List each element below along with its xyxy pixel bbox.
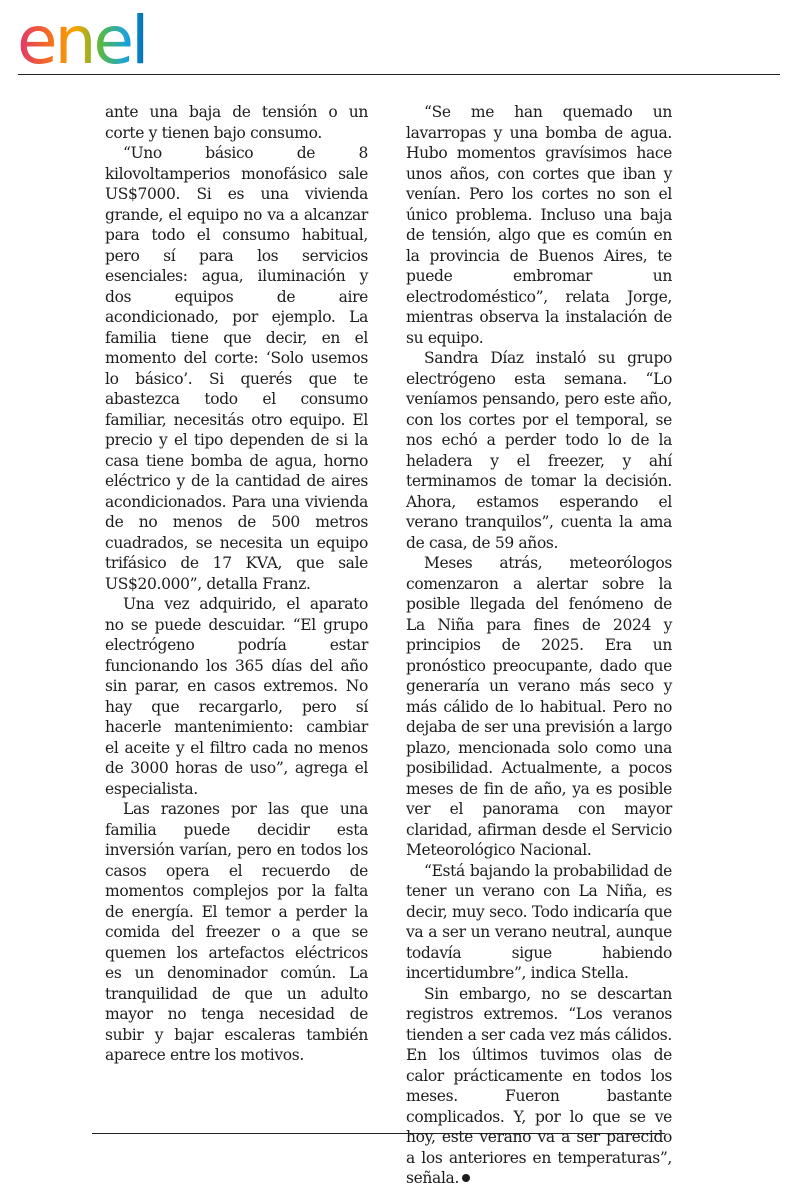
article-column-right <box>406 102 672 1189</box>
paragraph: Sandra Díaz instaló su grupo electrógeno esta semana. “Lo veníamos pensando, pero este año, con los cortes por el temporal, se nos echó a perder todo lo de la heladera y el freezer, y ahí terminamos de tomar la decisión. Ahora, estamos esperando el verano tranquilos”, cuenta la ama de casa, de 59 años. <box>406 349 672 552</box>
article-column-left <box>105 102 368 1066</box>
footer-divider <box>92 1133 665 1134</box>
end-of-article-dot <box>462 1174 470 1182</box>
paragraph: “Uno básico de 8 kilovoltamperios monofásico sale US$7000. Si es una vivienda grande, el equipo no va a alcanzar para todo el consumo habitual, pero sí para los servicios esenciales: agua, iluminación y dos equipos de aire acondicionado, por ejemplo. La familia tiene que decir, en el momento del corte: ‘Solo usemos lo básico’. Si querés que te abastezca todo el consumo familiar, necesitás otro equipo. El precio y el tipo dependen de si la casa tiene bomba de agua, horno eléctrico y de la cantidad de aires acondicionados. Para una vivienda de no menos de 500 metros cuadrados, se necesita un equipo trifásico de 17 KVA, que sale US$20.000”, detalla Franz. <box>105 144 368 593</box>
paragraph: ante una baja de tensión o un corte y tienen bajo consumo. <box>105 103 368 142</box>
header-divider <box>18 74 780 75</box>
enel-logo <box>15 8 185 70</box>
last-paragraph <box>406 984 672 1189</box>
paragraph: “Se me han quemado un lavarropas y una bomba de agua. Hubo momentos gravísimos hace unos años, con cortes que iban y venían. Pero los cortes no son el único problema. Incluso una baja de tensión, algo que es común en la provincia de Buenos Aires, te puede embromar un electrodoméstico”, relata Jorge, mientras observa la instalación de su equipo. <box>406 103 672 347</box>
paragraph: Meses atrás, meteorólogos comenzaron a alertar sobre la posible llegada del fenómeno de La Niña para fines de 2024 y principios de 2025. Era un pronóstico preocupante, dado que generaría un verano más seco y más cálido de lo habitual. Pero no dejaba de ser una previsión a largo plazo, mencionada solo como una posibilidad. Actualmente, a pocos meses de fin de año, ya es posible ver el panorama con mayor claridad, afirman desde el Servicio Meteorológico Nacional. <box>406 554 672 859</box>
page-header <box>0 0 800 78</box>
paragraph: Las razones por las que una familia puede decidir esta inversión varían, pero en todos los casos opera el recuerdo de momentos complejos por la falta de energía. El temor a perder la comida del freezer o a que se quemen los artefactos eléctricos es un denominador común. La tranquilidad de que un adulto mayor no tenga necesidad de subir y bajar escaleras también aparece entre los motivos. <box>105 800 368 1064</box>
paragraph-text: Sin embargo, no se descartan registros extremos. “Los veranos tienden a ser cada vez más cálidos. En los últimos tuvimos olas de calor prácticamente en todos los meses. Fueron bastante complicados. Y, por lo que se ve hoy, este verano va a ser parecido a los anteriores en temperaturas”, señala. <box>406 984 672 1187</box>
paragraph: Una vez adquirido, el aparato no se puede descuidar. “El grupo electrógeno podría estar funcionando los 365 días del año sin parar, en casos extremos. No hay que recargarlo, pero sí hacerle mantenimiento: cambiar el aceite y el filtro cada no menos de 3000 horas de uso”, agrega el especialista. <box>105 595 368 798</box>
enel-logo-text: enel <box>17 8 147 70</box>
paragraph: “Está bajando la probabilidad de tener un verano con La Niña, es decir, muy seco. Todo indicaría que va a ser un verano neutral, aunque todavía sigue habiendo incertidumbre”, indica Stella. <box>406 861 672 982</box>
